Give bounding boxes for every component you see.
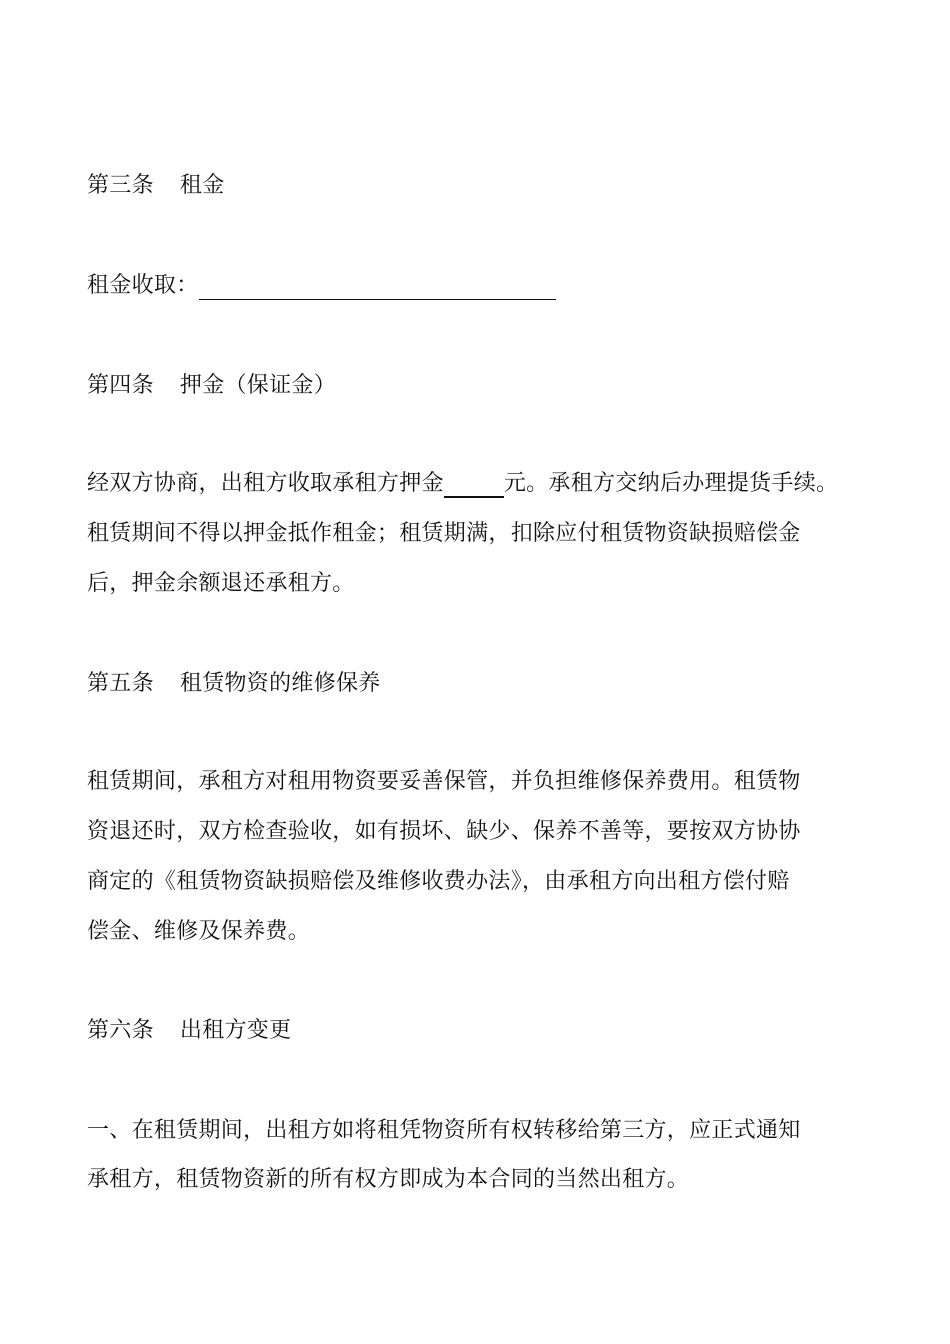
paragraph-line: 商定的《租赁物资缺损赔偿及维修收费办法》，由承租方向出租方偿付赔 [87,869,790,894]
article-number: 第四条 [87,373,154,398]
paragraph-line: 租赁期间，承租方对租用物资要妥善保管，并负担维修保养费用。租赁物 [87,769,801,794]
article-number: 第六条 [87,1018,154,1043]
article-3-heading [87,172,225,200]
article-6-heading [87,1017,291,1045]
paragraph-line: 偿金、维修及保养费。 [87,919,311,944]
paragraph-line: 承租方，租赁物资新的所有权方即成为本合同的当然出租方。 [87,1167,690,1192]
article-5-heading [87,670,381,698]
paragraph-line: 后，押金余额退还承租方。 [87,571,355,596]
article-number: 第五条 [87,671,154,696]
rent-collection-line [87,272,556,300]
article-title: 押金（保证金） [179,373,337,398]
article-title: 租赁物资的维修保养 [179,671,381,696]
paragraph-line [87,470,838,498]
article-number: 第三条 [87,173,154,198]
paragraph-line: 一、在租赁期间，出租方如将租凭物资所有权转移给第三方，应正式通知 [87,1118,801,1143]
paragraph-line: 资退还时，双方检查验收，如有损坏、缺少、保养不善等，要按双方协协 [87,819,801,844]
rent-collection-label: 租金收取： [87,273,199,298]
deposit-text-after: 元。承租方交纳后办理提货手续。 [503,471,839,496]
article-title: 租金 [179,173,225,198]
rent-collection-blank [199,277,556,300]
article-4-heading [87,372,336,400]
paragraph-line: 租赁期间不得以押金抵作租金；租赁期满，扣除应付租赁物资缺损赔偿金 [87,521,801,546]
article-title: 出租方变更 [179,1018,292,1043]
deposit-amount-blank [444,474,504,498]
deposit-text-before: 经双方协商，出租方收取承租方押金 [87,471,444,496]
